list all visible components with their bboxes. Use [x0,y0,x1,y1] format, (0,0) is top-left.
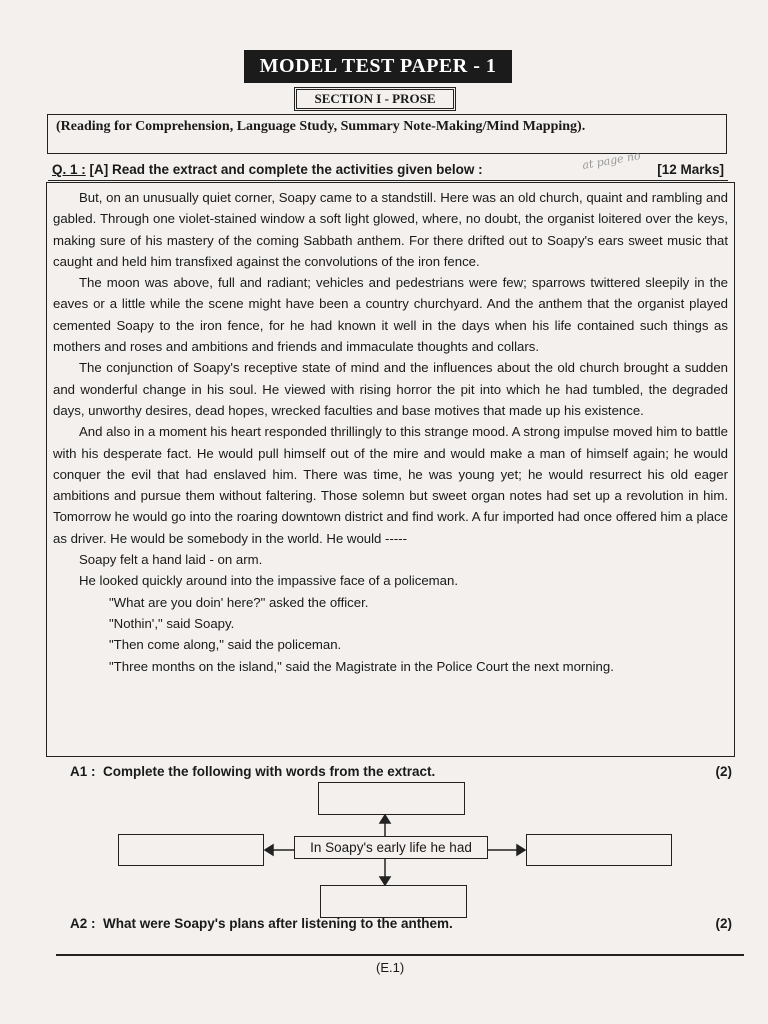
activity-a2 [70,916,740,936]
activity-a2-marks: (2) [715,916,732,931]
mind-map-center: In Soapy's early life he had [294,836,488,859]
answer-box-left[interactable] [118,834,264,866]
extract-line: "Three months on the island," said the Magistrate in the Police Court the next morning. [109,658,614,674]
activity-a2-text: What were Soapy's plans after listening to the anthem. [103,916,453,931]
activity-a2-label: A2 : [70,916,96,931]
extract-line: "Nothin'," said Soapy. [109,615,235,631]
extract-line: He looked quickly around into the impassive face of a policeman. [79,573,458,589]
arrowhead-down [380,877,390,885]
arrowhead-left [265,845,273,855]
extract-line: Soapy felt a hand laid - on arm. [79,552,263,568]
answer-box-right[interactable] [526,834,672,866]
extract-paragraph: But, on an unusually quiet corner, Soapy came to a standstill. Here was an old church, quaint and rambling and gabled. Through one violet-stained window a soft light glowed, where, no doubt, the organist loitered over the keys, making sure of his mastery of the coming Sabbath anthem. For there drifted out to Soapy's ears sweet music that caught and held him transfixed against the convolutions of the iron fence. [53,190,728,269]
extract-paragraph: And also in a moment his heart responded thrillingly to this strange mood. A strong impulse moved him to battle with his desperate fact. He would pull himself out of the mire and would make a man of himself again; he would conquer the evil that had enslaved him. There was time, he was young yet; he would resurrect his old eager ambitions and pursue them without faltering. Those solemn but sweet organ notes had set up a revolution in him. Tomorrow he would go into the roaring downtown district and find work. A fur imported had once offered him a place as driver. He would be somebody in the world. He would ----- [53,424,728,546]
section-intro: (Reading for Comprehension, Language Study, Summary Note-Making/Mind Mapping). [47,114,727,154]
arrowhead-right [517,845,525,855]
question-marks: [12 Marks] [657,162,724,177]
answer-box-bottom[interactable] [320,885,467,918]
question-number: Q. 1 : [52,162,86,177]
extract-line: "What are you doin' here?" asked the officer. [109,594,369,610]
answer-box-top[interactable] [318,782,465,815]
section-title: SECTION I - PROSE [296,89,454,109]
question-instruction: [A] Read the extract and complete the activities given below : [89,162,483,177]
extract-paragraph: The conjunction of Soapy's receptive state of mind and the influences about the old church brought a sudden and wonderful change in his soul. He viewed with rising horror the pit into which he had tumbled, the degraded days, unworthy desires, dead hopes, wrecked faculties and base motives that made up his existence. [53,360,728,418]
activity-a1-marks: (2) [715,764,732,779]
activity-a1-text: Complete the following with words from the extract. [103,764,436,779]
extract-paragraph: The moon was above, full and radiant; vehicles and pedestrians were few; sparrows twittered sleepily in the eaves or a little while the scene might have been a country churchyard. And the anthem that the organist played cemented Soapy to the iron fence, for he had known it well in the days when his life contained such things as mothers and roses and ambitions and friends and immaculate thoughts and collars. [53,275,728,355]
paper-title: MODEL TEST PAPER - 1 [244,50,512,83]
arrowhead-up [380,815,390,823]
activity-a1-label: A1 : [70,764,96,779]
handwritten-note: at page no [581,148,642,173]
extract-line: "Then come along," said the policeman. [109,637,342,653]
footer-rule [56,954,744,956]
page-code: (E.1) [376,960,405,975]
